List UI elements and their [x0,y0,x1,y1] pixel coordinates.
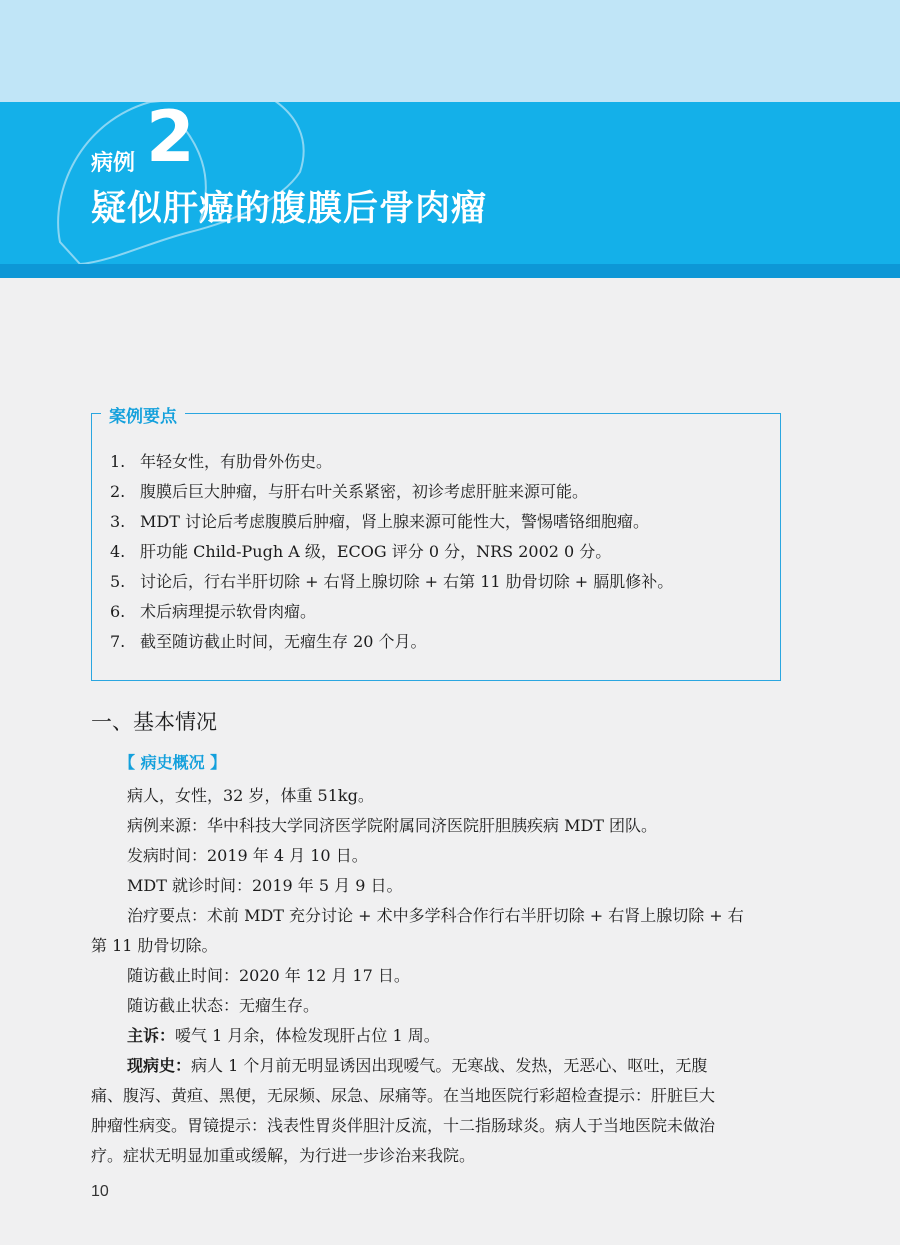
present-illness-line: 疗。症状无明显加重或缓解，为行进一步诊治来我院。 [91,1146,476,1165]
key-point-text: 截至随访截止时间，无瘤生存 20 个月。 [140,632,427,651]
key-point-number: 3. [110,512,126,531]
key-point-number: 7. [110,632,126,651]
key-point-text: 术后病理提示软骨肉瘤。 [140,602,317,621]
case-title: 疑似肝癌的腹膜后骨肉瘤 [91,189,488,229]
key-point-number: 2. [110,482,126,501]
case-label: 病例 [91,151,136,176]
key-point-text: 腹膜后巨大肿瘤，与肝右叶关系紧密，初诊考虑肝脏来源可能。 [140,482,589,501]
key-point-number: 1. [110,452,126,471]
case-number: 2 [146,96,195,178]
key-point-number: 5. [110,572,126,591]
present-illness-text: 病人 1 个月前无明显诱因出现嗳气。无寒战、发热，无恶心、呕吐，无腹 [191,1056,708,1075]
key-point-item [110,509,649,532]
followup-status: 随访截止状态：无瘤生存。 [127,996,320,1015]
key-point-item [110,629,427,652]
header-top-band [0,0,900,102]
section-heading: 一、基本情况 [91,710,217,734]
key-point-text: 讨论后，行右半肝切除 + 右肾上腺切除 + 右第 11 肋骨切除 + 膈肌修补。 [140,572,674,591]
key-point-text: 年轻女性，有肋骨外伤史。 [140,452,333,471]
page-number: 10 [91,1183,109,1200]
key-points-title: 案例要点 [101,402,185,427]
onset-time: 发病时间：2019 年 4 月 10 日。 [127,846,368,865]
treatment-points-line: 治疗要点：术前 MDT 充分讨论 + 术中多学科合作行右半肝切除 + 右肾上腺切除 + 右 [127,906,744,925]
treatment-points-line: 第 11 肋骨切除。 [91,936,218,955]
key-point-number: 6. [110,602,126,621]
key-point-number: 4. [110,542,126,561]
key-point-text: MDT 讨论后考虑腹膜后肿瘤，肾上腺来源可能性大，警惕嗜铬细胞瘤。 [140,512,649,531]
sub-heading: 【 病史概况 】 [119,753,227,772]
key-point-item [110,569,673,592]
present-illness-line: 痛、腹泻、黄疸、黑便，无尿频、尿急、尿痛等。在当地医院行彩超检查提示：肝脏巨大 [91,1086,716,1105]
chief-complaint-text: 嗳气 1 月余，体检发现肝占位 1 周。 [175,1026,440,1045]
present-illness-line [127,1053,707,1076]
key-point-item [110,449,332,472]
key-point-item [110,539,611,562]
key-point-item [110,599,316,622]
present-illness-line: 肿瘤性病变。胃镜提示：浅表性胃炎伴胆汁反流，十二指肠球炎。病人于当地医院未做治 [91,1116,716,1135]
chief-complaint-label: 主诉： [127,1026,176,1045]
mdt-visit-time: MDT 就诊时间：2019 年 5 月 9 日。 [127,876,403,895]
case-source: 病例来源：华中科技大学同济医学院附属同济医院肝胆胰疾病 MDT 团队。 [127,816,658,835]
key-point-text: 肝功能 Child-Pugh A 级，ECOG 评分 0 分，NRS 2002 0 分。 [140,542,612,561]
key-point-item [110,479,588,502]
header-title-strip [0,264,900,278]
followup-end-time: 随访截止时间：2020 年 12 月 17 日。 [127,966,410,985]
chief-complaint [127,1023,440,1046]
present-illness-label: 现病史： [127,1056,192,1075]
patient-info: 病人，女性，32 岁，体重 51kg。 [127,786,374,805]
